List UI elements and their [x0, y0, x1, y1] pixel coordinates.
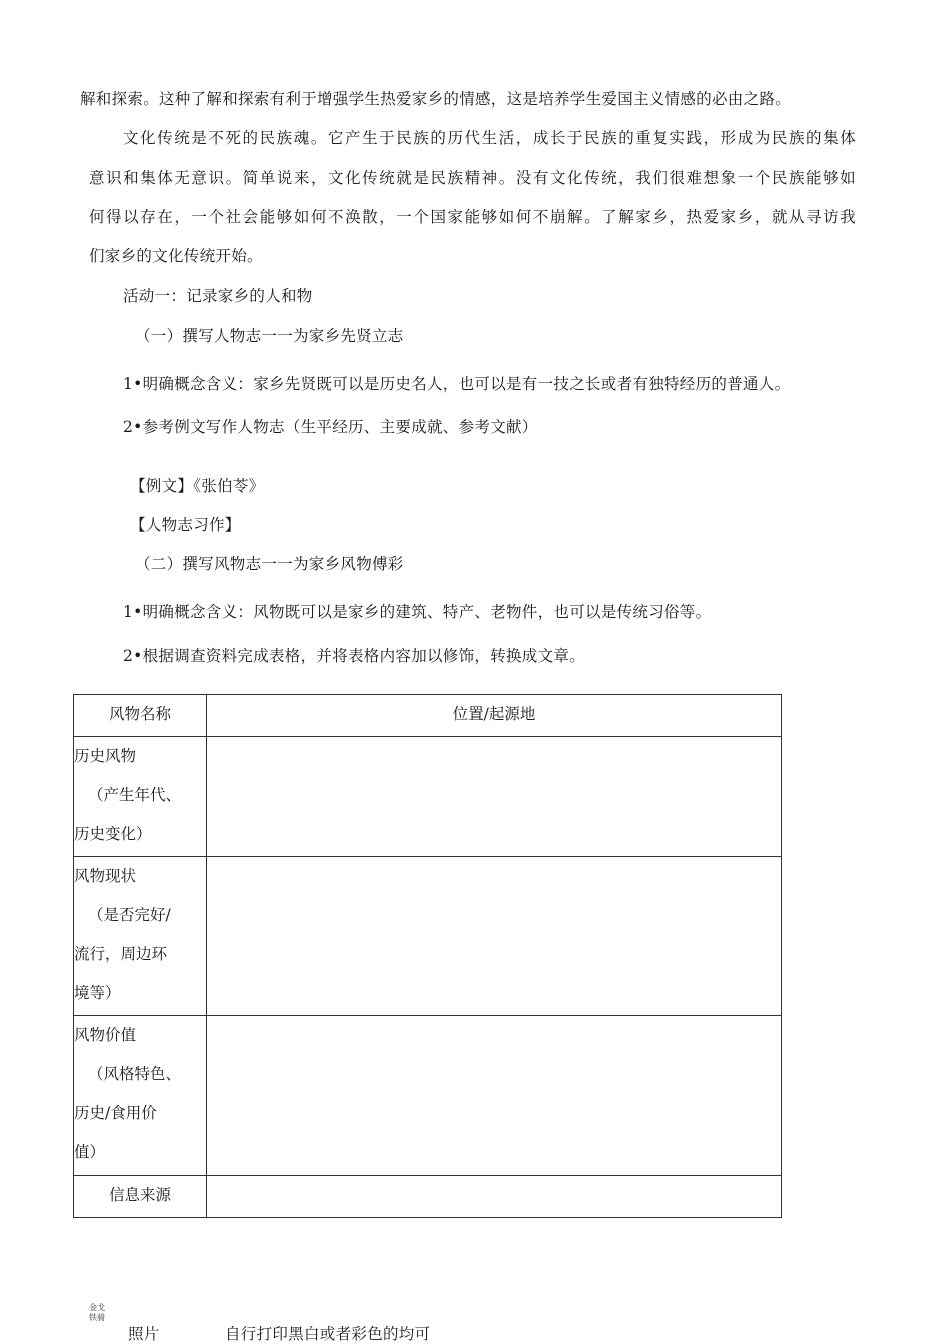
corner-stamp: 金戈 铁骑 [89, 1303, 105, 1322]
list-item: 2•参考例文写作人物志（生平经历、主要成就、参考文献） [123, 418, 538, 436]
input-cell[interactable] [207, 1016, 782, 1176]
table-row [74, 857, 782, 1016]
paragraph-line: 意识和集体无意识。简单说来，文化传统就是民族精神。没有文化传统，我们很难想象一个民族能够如 [89, 169, 856, 187]
list-item: 2•根据调查资料完成表格，并将表格内容加以修饰，转换成文章。 [123, 647, 586, 665]
row-label-source: 信息来源 [74, 1176, 207, 1218]
row-label-history: 历史风物 （产生年代、 历史变化） [74, 737, 207, 857]
paragraph-line: 何得以存在，一个社会能够如何不涣散，一个国家能够如何不崩解。了解家乡，热爱家乡，就从寻访我 [89, 208, 856, 226]
section-heading: （二）撰写风物志一一为家乡风物傅彩 [135, 555, 404, 573]
table-row [74, 737, 782, 857]
header-cell-location: 位置/起源地 [207, 695, 782, 737]
photo-note: 自行打印黑白或者彩色的均可 [225, 1325, 431, 1343]
list-item: 1•明确概念含义：风物既可以是家乡的建筑、特产、老物件，也可以是传统习俗等。 [123, 603, 712, 621]
photo-label: 照片 [128, 1325, 160, 1343]
feature-table [73, 694, 782, 1218]
paragraph-line: 解和探索。这种了解和探索有利于增强学生热爱家乡的情感，这是培养学生爱国主义情感的必由之路。 [80, 90, 792, 108]
table-header-row [74, 695, 782, 737]
table-row [74, 1016, 782, 1176]
row-label-status: 风物现状 （是否完好/ 流行，周边环 境等） [74, 857, 207, 1016]
paragraph-line: 们家乡的文化传统开始。 [89, 247, 263, 265]
table-row [74, 1176, 782, 1218]
row-label-value: 风物价值 （风格特色、 历史/食用价 值） [74, 1016, 207, 1176]
activity-title: 活动一：记录家乡的人和物 [123, 287, 313, 305]
exercise-label: 【人物志习作】 [130, 516, 241, 534]
section-heading: （一）撰写人物志一一为家乡先贤立志 [135, 327, 404, 345]
input-cell[interactable] [207, 1176, 782, 1218]
header-cell-name: 风物名称 [74, 695, 207, 737]
list-item: 1•明确概念含义：家乡先贤既可以是历史名人，也可以是有一技之长或者有独特经历的普通人。 [123, 375, 791, 393]
paragraph-line: 文化传统是不死的民族魂。它产生于民族的历代生活，成长于民族的重复实践，形成为民族的集体 [123, 129, 856, 147]
input-cell[interactable] [207, 857, 782, 1016]
example-label: 【例文】《张伯苓》 [130, 477, 265, 495]
input-cell[interactable] [207, 737, 782, 857]
